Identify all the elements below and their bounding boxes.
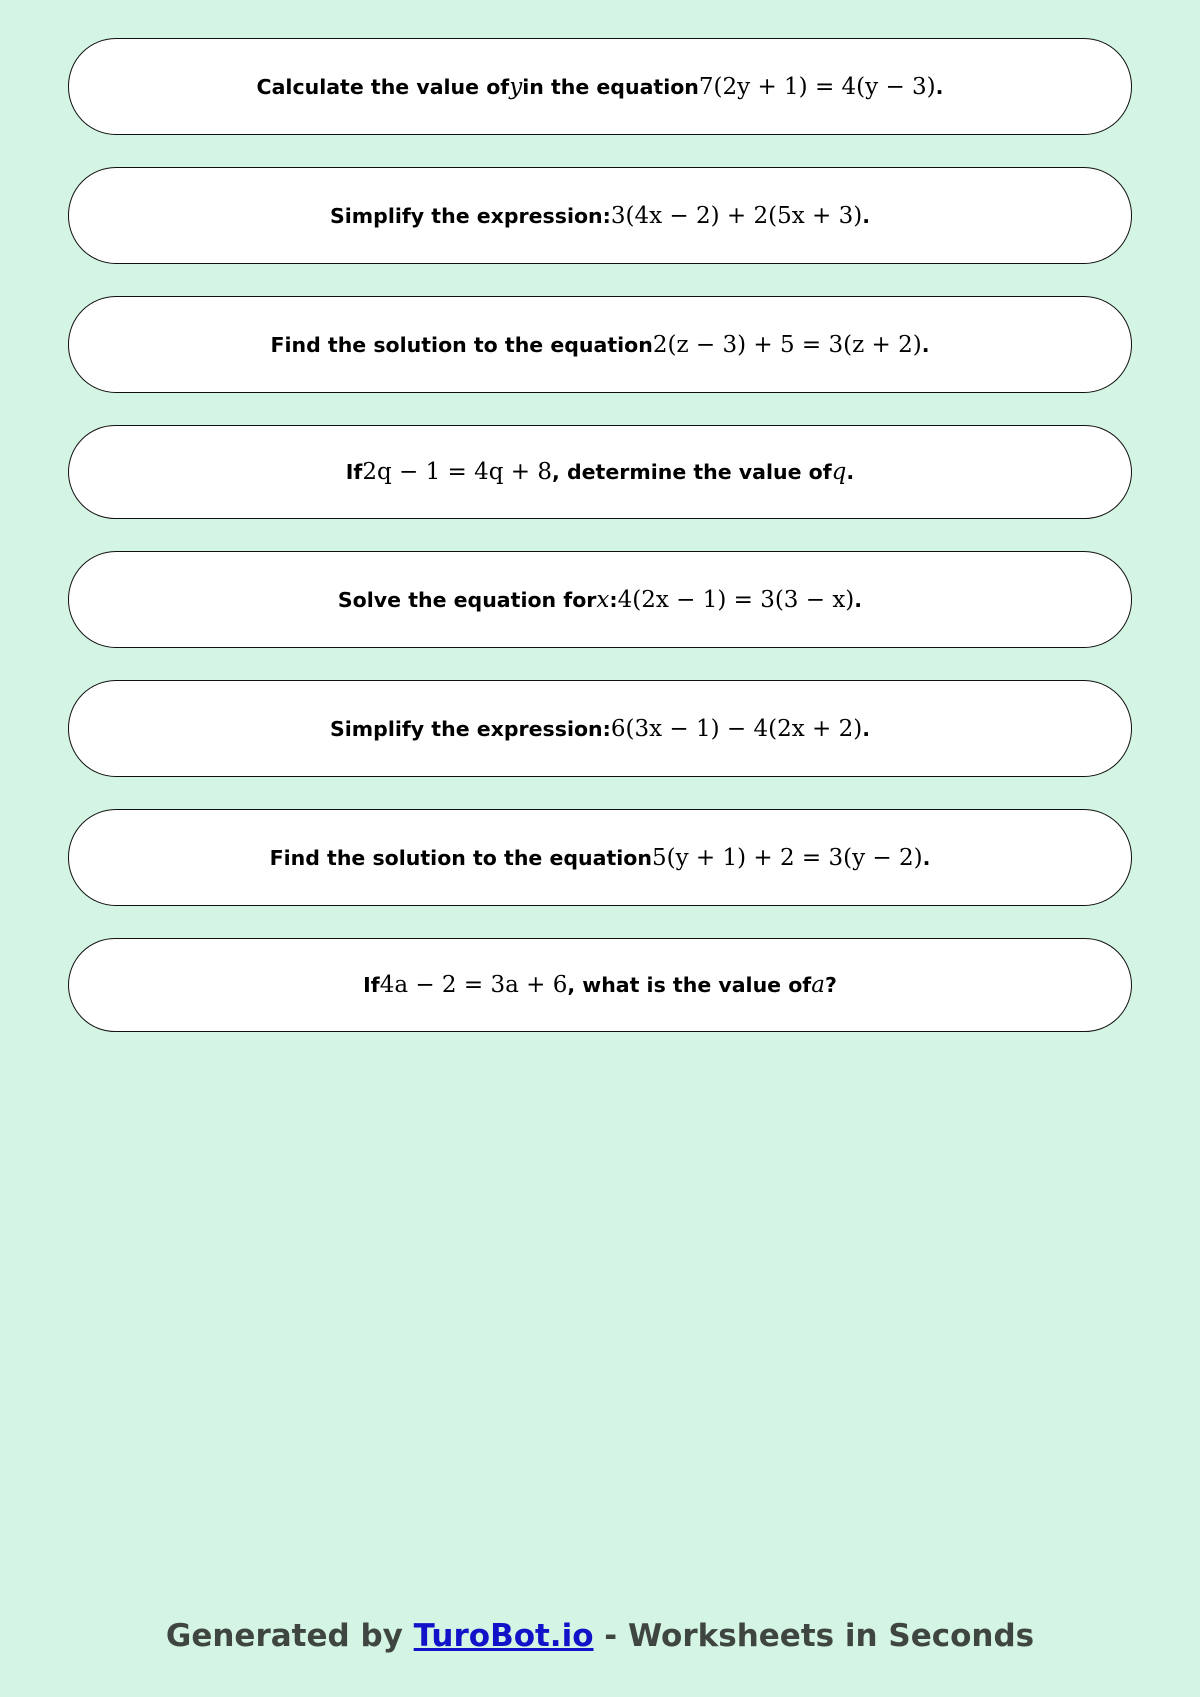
math-variable: q	[831, 459, 847, 485]
math-variable: x	[596, 586, 610, 613]
footer-prefix: Generated by	[165, 1618, 414, 1654]
problem-card	[68, 938, 1132, 1032]
problem-punctuation: .	[922, 845, 931, 870]
problem-punctuation: .	[862, 203, 870, 228]
math-expression: 4a − 2 = 3a + 6	[379, 972, 568, 998]
problem-punctuation: ?	[824, 973, 837, 997]
problem-card	[68, 425, 1132, 519]
math-expression: 5(y + 1) + 2 = 3(y − 2)	[651, 844, 923, 871]
problem-card	[68, 167, 1132, 264]
problem-text: , determine the value of	[552, 460, 832, 484]
math-expression: 4(2x − 1) = 3(3 − x)	[617, 586, 855, 613]
math-variable: a	[811, 972, 825, 998]
math-expression: 3(4x − 2) + 2(5x + 3)	[610, 202, 863, 229]
math-variable: y	[509, 73, 523, 100]
problem-card	[68, 809, 1132, 906]
math-expression: 7(2y + 1) = 4(y − 3)	[698, 73, 936, 100]
problem-text: Solve the equation for	[337, 587, 597, 612]
problem-card	[68, 38, 1132, 135]
problem-text: Simplify the expression:	[330, 203, 611, 228]
math-expression: 2(z − 3) + 5 = 3(z + 2)	[652, 331, 922, 358]
problem-text: Simplify the expression:	[330, 716, 611, 741]
problem-punctuation: .	[854, 587, 863, 612]
footer-credit	[0, 1618, 1200, 1654]
math-expression: 2q − 1 = 4q + 8	[362, 459, 553, 485]
math-expression: 6(3x − 1) − 4(2x + 2)	[610, 715, 863, 742]
problem-punctuation: .	[846, 460, 855, 484]
problem-text: Find the solution to the equation	[269, 845, 652, 870]
problem-text: , what is the value of	[567, 973, 812, 997]
problem-punctuation: .	[862, 716, 870, 741]
problem-text: Find the solution to the equation	[270, 332, 653, 357]
problem-list	[68, 38, 1132, 1064]
problem-text: Calculate the value of	[256, 74, 510, 99]
problem-punctuation: .	[935, 74, 944, 99]
problem-card	[68, 551, 1132, 648]
turobot-link[interactable]: TuroBot.io	[413, 1618, 594, 1654]
problem-text: If	[363, 973, 380, 997]
problem-text: :	[609, 587, 618, 612]
problem-text: If	[345, 460, 363, 484]
problem-card	[68, 296, 1132, 393]
problem-punctuation: .	[921, 332, 930, 357]
problem-card	[68, 680, 1132, 777]
footer-suffix: - Worksheets in Seconds	[593, 1618, 1035, 1654]
problem-text: in the equation	[522, 74, 699, 99]
